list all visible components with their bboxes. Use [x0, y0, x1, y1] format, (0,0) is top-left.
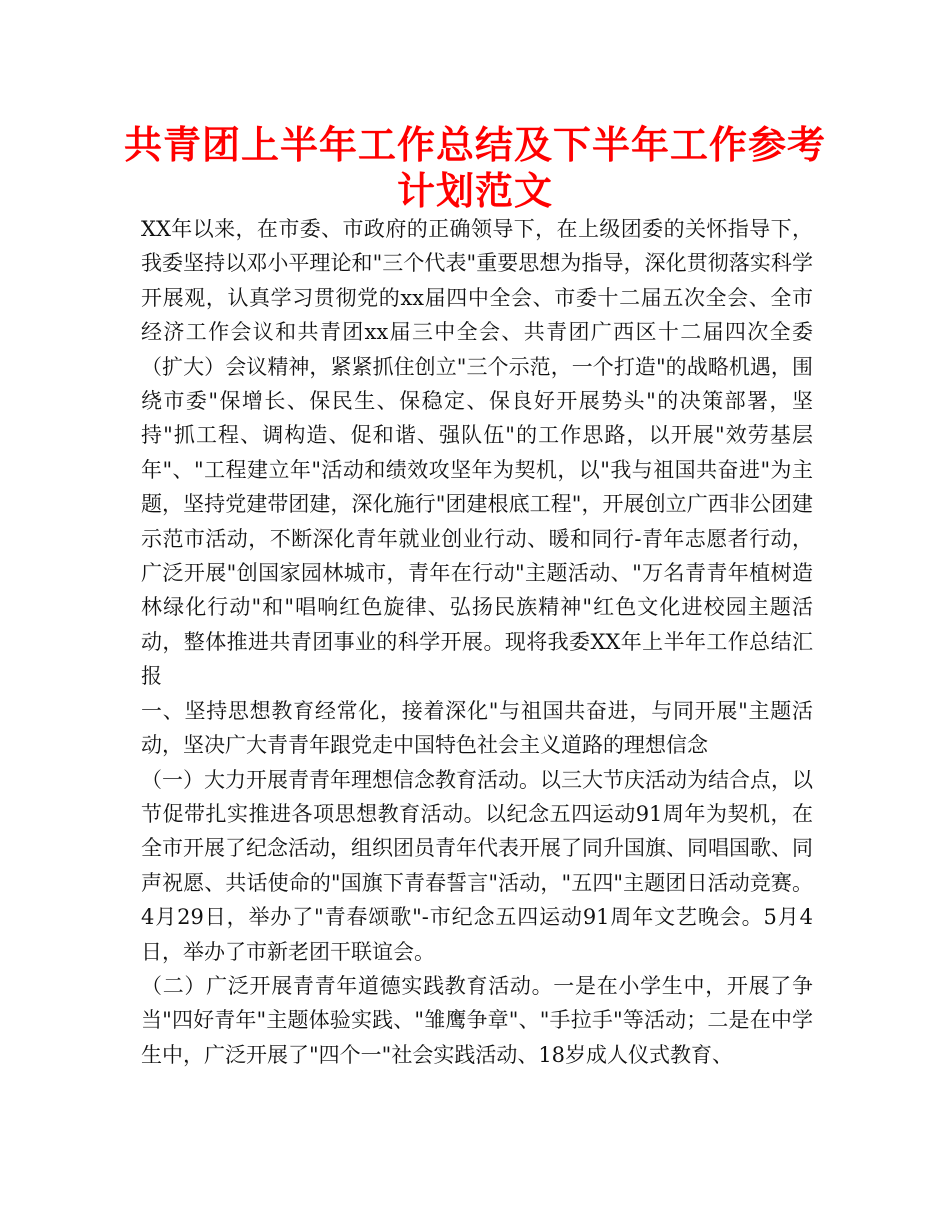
- paragraph-section-1-heading: 一、坚持思想教育经常化，接着深化"与祖国共奋进，与同开展"主题活动，坚决广大青青年跟党走中国特色社会主义道路的理想信念: [141, 698, 813, 758]
- document-body: [141, 212, 813, 1072]
- paragraph-subsection-1: （一）大力开展青青年理想信念教育活动。以三大节庆活动为结合点，以节促带扎实推进各项思想教育活动。以纪念五四运动91周年为契机，在全市开展了纪念活动，组织团员青年代表开展了同升国旗、同唱国歌、同声祝愿、共话使命的"国旗下青春誓言"活动，"五四"主题团日活动竞赛。4月29日，举办了"青春颂歌"-市纪念五四运动91周年文艺晚会。5月4日，举办了市新老团干联谊会。: [141, 767, 813, 964]
- document-title: 共青团上半年工作总结及下半年工作参考计划范文: [123, 123, 826, 213]
- paragraph-intro: XX年以来，在市委、市政府的正确领导下，在上级团委的关怀指导下，我委坚持以邓小平理论和"三个代表"重要思想为指导，深化贯彻落实科学开展观，认真学习贯彻党的xx届四中全会、市委十二届五次全会、全市经济工作会议和共青团xx届三中全会、共青团广西区十二届四次全委（扩大）会议精神，紧紧抓住创立"三个示范，一个打造"的战略机遇，围绕市委"保增长、保民生、保稳定、保良好开展势头"的决策部署，坚持"抓工程、调构造、促和谐、强队伍"的工作思路，以开展"效劳基层年"、"工程建立年"活动和绩效攻坚年为契机，以"我与祖国共奋进"为主题，坚持党建带团建，深化施行"团建根底工程"，开展创立广西非公团建示范市活动，不断深化青年就业创业行动、暖和同行-青年志愿者行动，广泛开展"创国家园林城市，青年在行动"主题活动、"万名青青年植树造林绿化行动"和"唱响红色旋律、弘扬民族精神"红色文化进校园主题活动，整体推进共青团事业的科学开展。现将我委XX年上半年工作总结汇报: [141, 217, 813, 689]
- paragraph-subsection-2: （二）广泛开展青青年道德实践教育活动。一是在小学生中，开展了争当"四好青年"主题体验实践、"雏鹰争章"、"手拉手"等活动；二是在中学生中，广泛开展了"四个一"社会实践活动、18岁成人仪式教育、: [141, 973, 813, 1067]
